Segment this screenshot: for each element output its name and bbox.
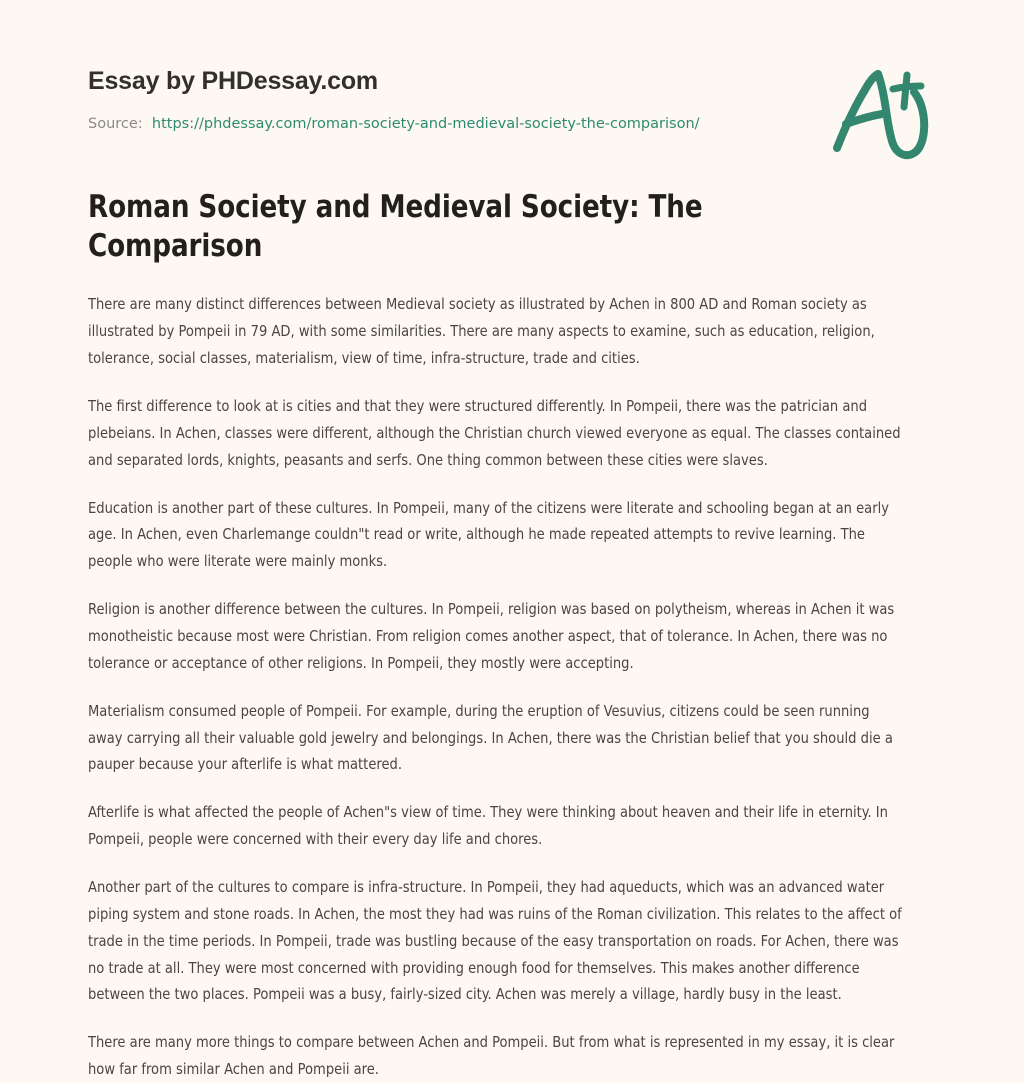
source-url-link[interactable]: https://phdessay.com/roman-society-and-medieval-society-the-comparison/	[151, 116, 700, 132]
essay-paragraph: There are many distinct differences between Medieval society as illustrated by Achen in 800 AD and Roman society as illustrated by Pompeii in 79 AD, with some similarities. There are many aspects to examine, such as education, religion, tolerance, social classes, materialism, view of time, infra-structure, trade and cities.	[88, 295, 875, 368]
essay-paragraph: Another part of the cultures to compare is infra-structure. In Pompeii, they had aqueducts, which was an advanced water piping system and stone roads. In Achen, the most they had was ruins of the Roman civilization. This relates to the affect of trade in the time periods. In Pompeii, trade was bustling because of the easy transportation on roads. For Achen, there was no trade at all. They were most concerned with providing enough food for themselves. This makes another difference between the two places. Pompeii was a busy, fairly-sized city. Achen was merely a village, hardly busy in the least.	[88, 877, 902, 1004]
essay-paragraph: The first difference to look at is cities and that they were structured differently. In Pompeii, there was the patrician and plebeians. In Achen, classes were different, although the Christian church viewed everyone as equal. The classes contained and separated lords, knights, peasants and serfs. One thing common between these cities were slaves.	[88, 396, 901, 469]
essay-paragraph: There are many more things to compare between Achen and Pompeii. But from what is represented in my essay, it is clear how far from similar Achen and Pompeii are.	[88, 1033, 895, 1079]
essay-paragraph: Education is another part of these cultures. In Pompeii, many of the citizens were literate and schooling began at an early age. In Achen, even Charlemange couldn"t read or write, although he made repeated attempts to revive learning. The people who were literate were mainly monks.	[88, 498, 889, 571]
essay-paragraph: Materialism consumed people of Pompeii. For example, during the eruption of Vesuvius, citizens could be seen running away carrying all their valuable gold jewelry and belongings. In Achen, there was the Christian belief that you should die a pauper because your afterlife is what mattered.	[88, 701, 893, 774]
source-line	[88, 96, 936, 134]
source-label: Source:	[88, 116, 143, 132]
page-header	[88, 0, 936, 134]
page-title: Roman Society and Medieval Society: The Comparison	[88, 188, 703, 264]
brand-heading: Essay by PHDessay.com	[88, 67, 378, 95]
essay-paragraph: Religion is another difference between the cultures. In Pompeii, religion was based on polytheism, whereas in Achen it was monotheistic because most were Christian. From religion comes another aspect, that of tolerance. In Achen, there was no tolerance or acceptance of other religions. In Pompeii, they mostly were accepting.	[88, 600, 895, 672]
essay-paragraph: Afterlife is what affected the people of Achen"s view of time. They were thinking about heaven and their life in eternity. In Pompeii, people were concerned with their every day life and chores.	[88, 803, 888, 849]
essay-body	[88, 265, 936, 1083]
